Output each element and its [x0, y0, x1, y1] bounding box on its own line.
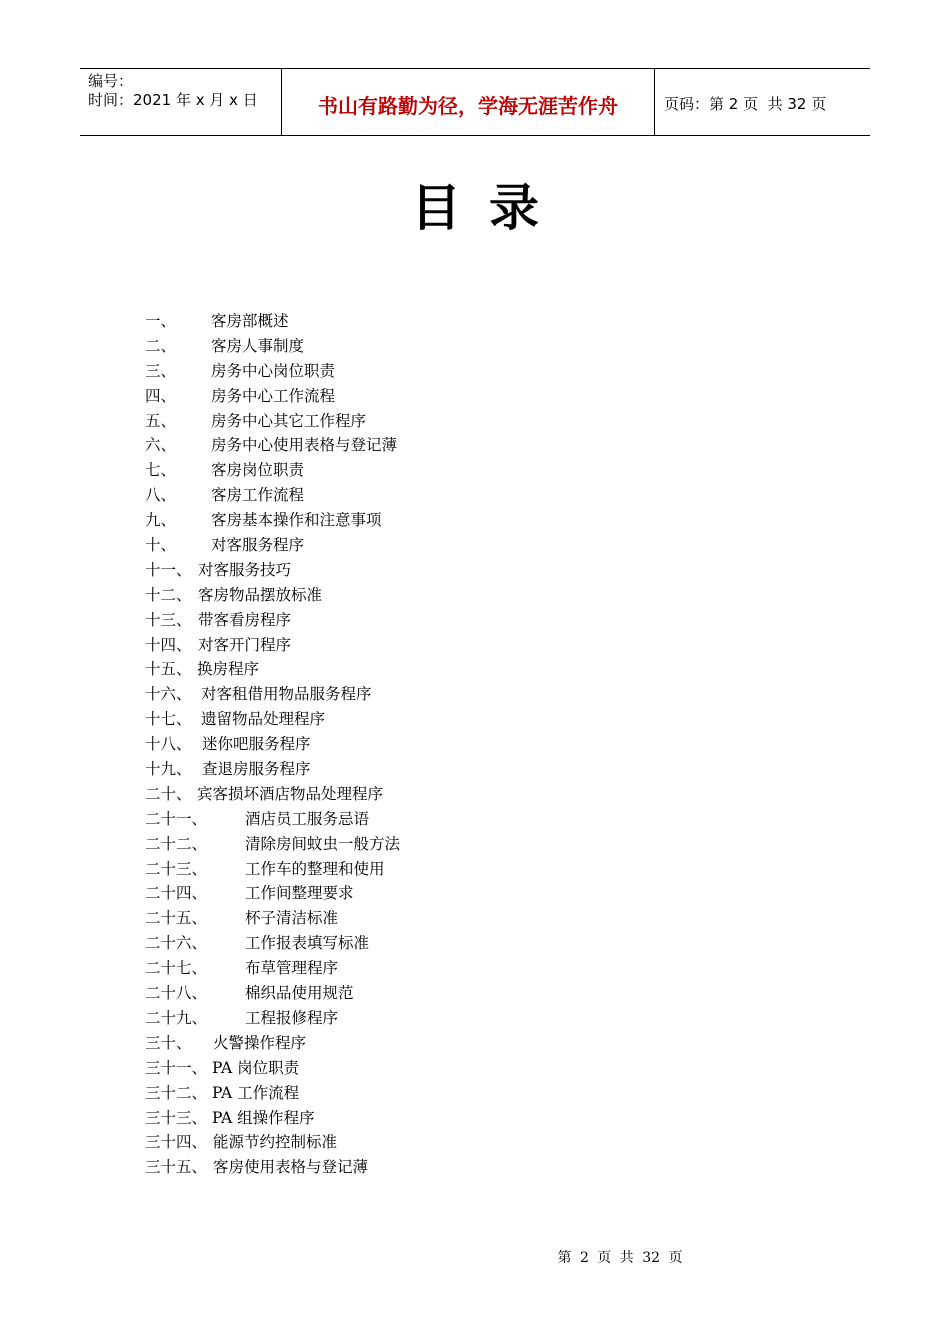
- toc-item: [145, 533, 400, 558]
- toc-item-number: 二十七、: [145, 959, 208, 978]
- table-of-contents: [145, 309, 400, 1180]
- toc-item: [145, 782, 400, 807]
- toc-item: [145, 1006, 400, 1031]
- toc-item-number: 四、: [145, 386, 177, 405]
- toc-item: [145, 1081, 400, 1106]
- toc-item: [145, 433, 400, 458]
- toc-item-number: 二十八、: [145, 984, 208, 1003]
- toc-item: [145, 682, 400, 707]
- toc-item-number: 三十二、: [145, 1083, 208, 1102]
- toc-item-number: 十四、: [145, 635, 192, 654]
- toc-item: [145, 956, 400, 981]
- toc-item: [145, 832, 400, 857]
- toc-item-number: 三十四、: [145, 1133, 208, 1152]
- toc-item-title: 客房物品摆放标准: [198, 585, 323, 604]
- toc-item: [145, 1031, 400, 1056]
- toc-item-title: 火警操作程序: [213, 1033, 307, 1052]
- toc-item: [145, 707, 400, 732]
- toc-item-title: 客房基本操作和注意事项: [211, 511, 382, 530]
- toc-item-title: 客房工作流程: [211, 486, 305, 505]
- toc-item-number: 六、: [145, 436, 177, 455]
- toc-item-number: 十三、: [145, 610, 192, 629]
- toc-item-number: 十九、: [145, 760, 192, 779]
- toc-item-title: 迷你吧服务程序: [202, 735, 311, 754]
- toc-item-number: 二十四、: [145, 884, 208, 903]
- toc-item-number: 五、: [145, 411, 177, 430]
- toc-item-number: 二十六、: [145, 934, 208, 953]
- toc-item-title: 客房岗位职责: [211, 461, 305, 480]
- toc-item: [145, 1155, 400, 1180]
- toc-item-title: 工作报表填写标准: [245, 934, 370, 953]
- toc-item-title: 遗留物品处理程序: [201, 710, 326, 729]
- page-footer: 第 2 页 共 32 页: [557, 1250, 683, 1266]
- toc-item: [145, 807, 400, 832]
- toc-item-title: 能源节约控制标准: [213, 1133, 338, 1152]
- toc-item: [145, 583, 400, 608]
- toc-item-number: 十、: [145, 536, 177, 555]
- toc-item: [145, 359, 400, 384]
- toc-item: [145, 633, 400, 658]
- toc-item-number: 一、: [145, 312, 177, 330]
- toc-item: [145, 458, 400, 483]
- toc-item-number: 十五、: [145, 660, 192, 679]
- toc-item: [145, 334, 400, 359]
- toc-item-number: 三十一、: [145, 1058, 208, 1077]
- toc-item: [145, 881, 400, 906]
- toc-item: [145, 608, 400, 633]
- toc-item-title: PA 岗位职责: [212, 1058, 300, 1077]
- toc-item-title: 客房人事制度: [211, 336, 305, 355]
- toc-item: [145, 732, 400, 757]
- toc-item-title: 带客看房程序: [198, 610, 292, 629]
- toc-item-title: 查退房服务程序: [202, 760, 311, 779]
- toc-item-number: 二十一、: [145, 809, 208, 828]
- toc-item-title: 工作间整理要求: [245, 884, 354, 903]
- toc-item-title: PA 组操作程序: [212, 1108, 315, 1127]
- toc-item: [145, 483, 400, 508]
- toc-item: [145, 384, 400, 409]
- toc-item-number: 二、: [145, 336, 177, 355]
- toc-item: [145, 906, 400, 931]
- toc-item-number: 二十、: [145, 784, 192, 803]
- toc-item-title: 换房程序: [197, 660, 260, 679]
- toc-item-number: 三十、: [145, 1033, 192, 1052]
- toc-item-title: 对客开门程序: [198, 635, 292, 654]
- toc-item: [145, 558, 400, 583]
- toc-item-number: 二十九、: [145, 1008, 208, 1027]
- toc-item-number: 二十三、: [145, 859, 208, 878]
- header-meta: [80, 69, 282, 135]
- toc-item: [145, 1056, 400, 1081]
- toc-item-title: 房务中心其它工作程序: [211, 411, 367, 430]
- toc-item-number: 九、: [145, 511, 177, 530]
- toc-item: [145, 409, 400, 434]
- toc-item: [145, 1106, 400, 1131]
- toc-item-number: 二十二、: [145, 834, 208, 853]
- toc-item: [145, 309, 400, 334]
- toc-item-title: 宾客损坏酒店物品处理程序: [197, 784, 384, 803]
- toc-item-number: 十七、: [145, 710, 192, 729]
- toc-item-title: 客房部概述: [211, 312, 289, 330]
- toc-item-number: 二十五、: [145, 909, 208, 928]
- toc-item-title: 房务中心岗位职责: [211, 361, 336, 380]
- toc-item: [145, 931, 400, 956]
- toc-item-title: 客房使用表格与登记薄: [213, 1158, 369, 1177]
- toc-item-number: 三十五、: [145, 1158, 208, 1177]
- toc-item: [145, 657, 400, 682]
- header-page-info: 页码：第 2 页 共 32 页: [664, 94, 827, 113]
- toc-item-title: 房务中心工作流程: [211, 386, 336, 405]
- toc-item-number: 八、: [145, 486, 177, 505]
- toc-item-number: 十一、: [145, 560, 192, 579]
- toc-item-title: 房务中心使用表格与登记薄: [211, 436, 398, 455]
- toc-item: [145, 1130, 400, 1155]
- page-header: [80, 68, 870, 136]
- toc-item-title: 酒店员工服务忌语: [245, 809, 370, 828]
- toc-item-title: 工作车的整理和使用: [245, 859, 385, 878]
- toc-item-number: 三、: [145, 361, 177, 380]
- document-number-label: 编号：: [88, 72, 134, 90]
- toc-item-title: 杯子清洁标准: [245, 909, 339, 928]
- toc-item-number: 十六、: [145, 685, 192, 704]
- toc-item-title: 对客服务程序: [211, 536, 305, 555]
- toc-item-number: 十二、: [145, 585, 192, 604]
- toc-item-title: PA 工作流程: [212, 1083, 300, 1102]
- toc-item-number: 七、: [145, 461, 177, 480]
- header-motto: 书山有路勤为径，学海无涯苦作舟: [282, 69, 655, 135]
- toc-item-title: 棉织品使用规范: [245, 984, 354, 1003]
- document-date: 时间：2021 年 x 月 x 日: [88, 91, 258, 109]
- toc-item-title: 布草管理程序: [245, 959, 339, 978]
- page-title: 目录: [411, 179, 567, 237]
- toc-item-title: 清除房间蚊虫一般方法: [245, 834, 401, 853]
- toc-item-title: 对客服务技巧: [198, 560, 292, 579]
- toc-item: [145, 857, 400, 882]
- toc-item-title: 工程报修程序: [245, 1008, 339, 1027]
- toc-item: [145, 508, 400, 533]
- toc-item-number: 三十三、: [145, 1108, 208, 1127]
- toc-item-title: 对客租借用物品服务程序: [201, 685, 372, 704]
- toc-item: [145, 981, 400, 1006]
- toc-item-number: 十八、: [145, 735, 192, 754]
- toc-item: [145, 757, 400, 782]
